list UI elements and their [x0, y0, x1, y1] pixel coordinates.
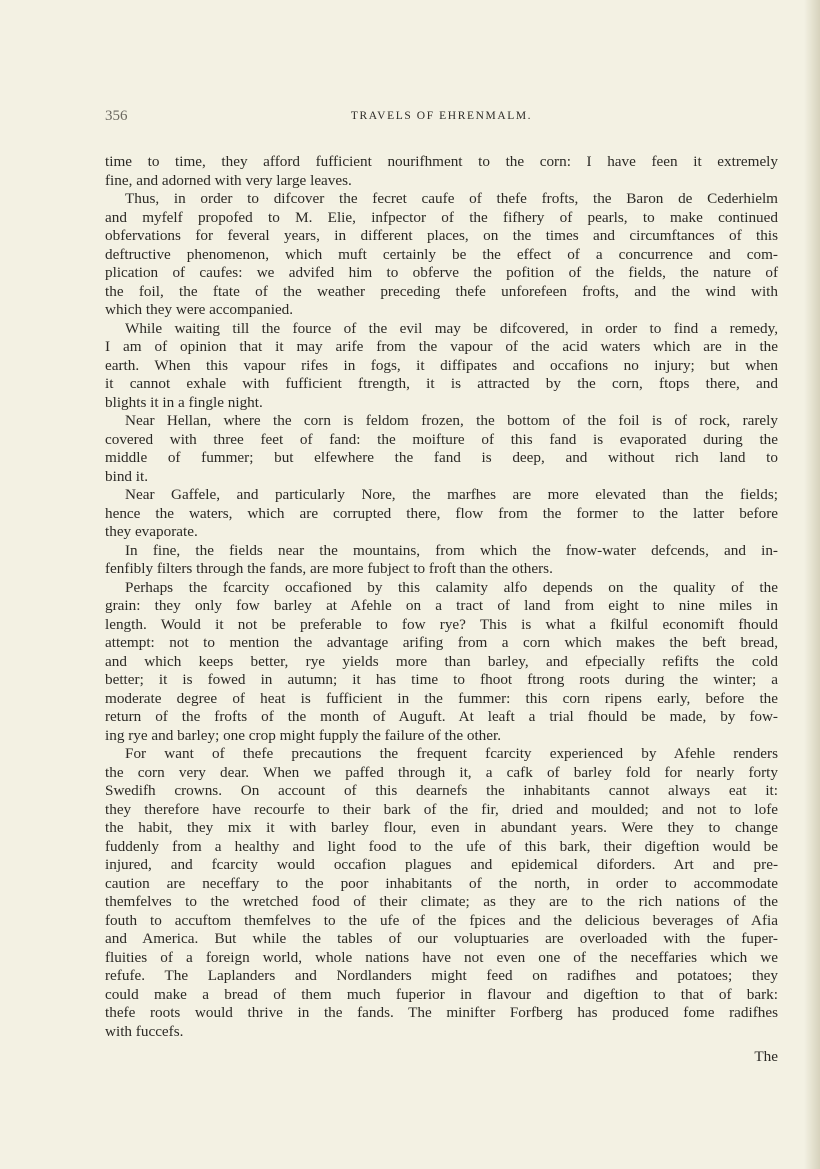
- text-line: return of the frofts of the month of Auguft. At leaft a trial fhould be made, by fow-: [105, 708, 778, 725]
- text-line: it cannot exhale with fufficient ftrength, it is attracted by the corn, ftops there, and: [105, 375, 778, 392]
- text-line: injured, and fcarcity would occafion plagues and epidemical diforders. Art and pre-: [105, 856, 778, 873]
- text-line: In fine, the fields near the mountains, from which the fnow-water defcends, and in-: [125, 541, 778, 559]
- text-line: they evaporate.: [105, 523, 198, 540]
- text-line: fenfibly filters through the fands, are more fubject to froft than the others.: [105, 560, 553, 577]
- text-line: bind it.: [105, 467, 149, 485]
- text-line: caution are neceffary to the poor inhabitants of the north, in order to accommodate: [105, 874, 778, 892]
- text-line: the foil, the ftate of the weather preceding thefe unforefeen frofts, and the wind with: [105, 282, 778, 300]
- text-line: ing rye and barley; one crop might fupply the failure of the other.: [105, 726, 502, 744]
- text-line: better; it is fowed in autumn; it has time to fhoot ftrong roots during the winter; a: [105, 671, 778, 688]
- text-line: Perhaps the fcarcity occafioned by this calamity alfo depends on the quality of the: [125, 578, 778, 596]
- paragraph: [105, 745, 778, 1041]
- text-line: Swedifh crowns. On account of this dearnefs the inhabitants cannot always eat it:: [105, 782, 778, 799]
- text-line: Near Hellan, where the corn is feldom frozen, the bottom of the foil is of rock, rarely: [125, 412, 778, 429]
- page-number: 356: [105, 108, 128, 124]
- text-line: length. Would it not be preferable to fow rye? This is what a fkilful economift fhould: [105, 615, 778, 633]
- text-line: grain: they only fow barley at Afehle on a tract of land from eight to nine miles in: [105, 597, 778, 614]
- text-line: thefe roots would thrive in the fands. The minifter Forfberg has produced fome radifhes: [105, 1004, 778, 1021]
- text-line: and myfelf propofed to M. Elie, infpector of the fifhery of pearls, to make continued: [105, 208, 778, 226]
- paragraph: [105, 320, 778, 413]
- paragraph: [105, 153, 778, 190]
- text-line: could make a bread of them much fuperior in flavour and digeftion to that of bark:: [105, 985, 778, 1003]
- text-line: refufe. The Laplanders and Nordlanders might feed on radifhes and potatoes; they: [105, 967, 778, 984]
- text-line: with fuccefs.: [105, 1022, 184, 1040]
- text-line: fine, and adorned with very large leaves.: [105, 171, 352, 189]
- text-line: hence the waters, which are corrupted there, flow from the former to the latter before: [105, 504, 778, 522]
- page-edge-shadow: [804, 0, 820, 1169]
- running-title: TRAVELS OF EHRENMALM.: [350, 110, 533, 122]
- text-line: covered with three feet of fand: the moifture of this fand is evaporated during the: [105, 430, 778, 448]
- text-line: plication of caufes: we advifed him to obferve the pofition of the fields, the nature of: [105, 264, 778, 281]
- paragraph: [105, 486, 778, 542]
- text-line: fluities of a foreign world, whole nations have not even one of the neceffaries which we: [105, 948, 778, 966]
- text-line: Thus, in order to difcover the fecret caufe of thefe frofts, the Baron de Cederhielm: [125, 190, 778, 207]
- text-line: the corn very dear. When we paffed through it, a cafk of barley fold for nearly forty: [105, 763, 778, 781]
- text-line: fuddenly from a healthy and light food to the ufe of this bark, their digeftion would be: [105, 837, 778, 855]
- page-body-text: [105, 153, 778, 1041]
- catchword: The: [754, 1048, 778, 1065]
- text-line: attempt: not to mention the advantage arifing from a corn which makes the beft bread,: [105, 634, 778, 651]
- page-header: [105, 108, 778, 128]
- text-line: obfervations for feveral years, in different places, on the times and circumftances of this: [105, 227, 778, 244]
- text-line: they therefore have recourfe to their bark of the fir, dried and moulded; and not to lofe: [105, 800, 778, 818]
- text-line: I am of opinion that it may arife from the vapour of the acid waters which are in the: [105, 338, 778, 355]
- text-line: themfelves to the wretched food of their climate; as they are to the rich nations of the: [105, 893, 778, 910]
- text-line: middle of fummer; but elfewhere the fand is deep, and without rich land to: [105, 449, 778, 466]
- text-line: which they were accompanied.: [105, 301, 294, 318]
- text-line: deftructive phenomenon, which muft certainly be the effect of a concurrence and com-: [105, 245, 778, 263]
- text-line: moderate degree of heat is fufficient in the fummer: this corn ripens early, before the: [105, 689, 778, 707]
- text-line: and America. But while the tables of our voluptuaries are overloaded with the fuper-: [105, 930, 778, 947]
- text-line: blights it in a fingle night.: [105, 393, 263, 411]
- text-line: the habit, they mix it with barley flour, even in abundant years. Were they to change: [105, 819, 778, 836]
- paragraph: [105, 412, 778, 486]
- text-line: For want of thefe precautions the frequent fcarcity experienced by Afehle renders: [125, 745, 778, 762]
- paragraph: [105, 579, 778, 746]
- text-line: fouth to accuftom themfelves to the ufe of the fpices and the delicious beverages of Afia: [105, 911, 778, 929]
- paragraph: [105, 542, 778, 579]
- text-line: While waiting till the fource of the evil may be difcovered, in order to find a remedy,: [125, 319, 778, 337]
- text-line: and which keeps better, rye yields more than barley, and efpecially refifts the cold: [105, 652, 778, 670]
- paragraph: [105, 190, 778, 320]
- text-line: Near Gaffele, and particularly Nore, the marfhes are more elevated than the fields;: [125, 486, 778, 503]
- text-line: time to time, they afford fufficient nourifhment to the corn: I have feen it extremely: [105, 153, 778, 170]
- text-line: earth. When this vapour rifes in fogs, it diffipates and occafions no injury; but when: [105, 356, 778, 374]
